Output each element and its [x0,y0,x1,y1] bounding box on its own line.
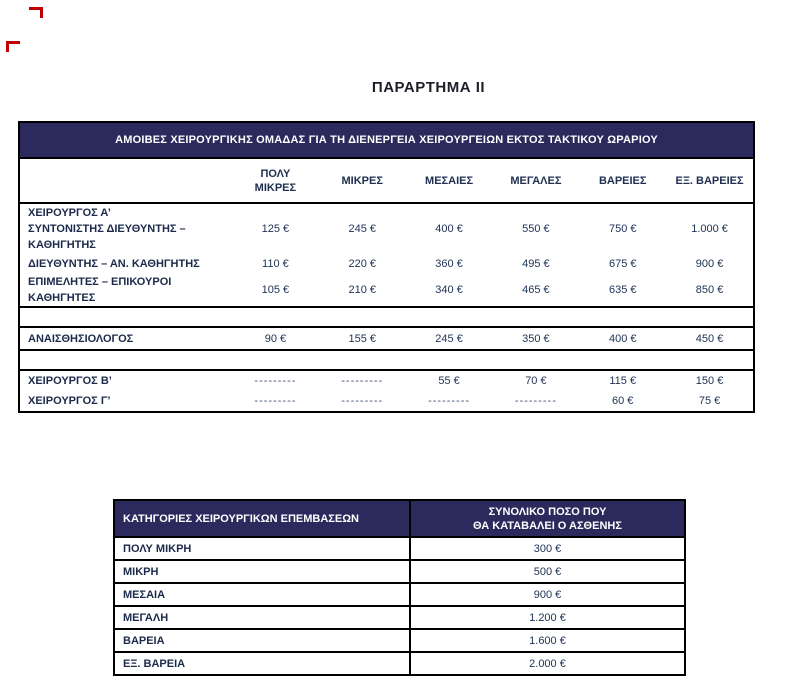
table-row-mikri [115,561,684,584]
table-row-anesthesiologist [20,328,753,349]
fee-cell: 55 € [438,375,460,387]
row-label: ΑΝΑΙΣΘΗΣΙΟΛΟΓΟΣ [28,332,134,345]
fee-cell: --------- [254,395,297,407]
amount-cell: 900 € [409,584,684,605]
fee-cell: 150 € [695,375,724,387]
table-row-bareia [115,630,684,653]
fee-cell: 220 € [348,258,376,270]
fee-cell: 750 € [608,223,637,235]
fee-cell: --------- [341,375,384,387]
fee-cell: 340 € [435,284,463,296]
fee-cell: --------- [254,375,297,387]
fee-cell: 75 € [698,395,721,407]
fee-cell: 675 € [608,258,637,270]
category-label: ΕΞ. ΒΑΡΕΙΑ [123,657,186,670]
spacer-row [20,351,753,371]
fee-cell: 70 € [525,375,547,387]
red-corner-artifact-icon [6,41,20,52]
fee-cell: --------- [341,395,384,407]
column-header-mesaies: ΜΕΣΑΙΕΣ [425,174,474,187]
fee-cell: 350 € [522,332,550,345]
fee-cell: --------- [428,395,471,407]
amount-cell: 300 € [409,538,684,559]
column-header-mikres: ΜΙΚΡΕΣ [341,174,383,187]
surgical-fees-table [18,121,755,413]
fee-cell: 245 € [348,223,376,235]
fee-cell: 550 € [522,223,550,235]
fee-cell: 900 € [695,258,724,270]
category-label: ΜΕΓΑΛΗ [123,611,169,624]
row-label: ΧΕΙΡΟΥΡΓΟΣ Β’ [28,375,112,387]
fee-cell: 495 € [522,258,550,270]
fee-cell: 360 € [435,258,463,270]
anesthesiologist-section [20,328,753,351]
fees-table-column-header-row [20,159,753,204]
fee-cell: 400 € [608,332,637,345]
table-row-mesaia [115,584,684,607]
table-row-curators [20,274,753,306]
amount-cell: 2.000 € [409,653,684,674]
fee-cell: 850 € [695,284,724,296]
table-row-ex-bareia [115,653,684,674]
fee-cell: 635 € [608,284,637,296]
column-header-poly-mikres: ΠΟΛΥ ΜΙΚΡΕΣ [254,167,297,194]
fee-cell: 1.000 € [691,223,728,235]
amount-cell: 1.200 € [409,607,684,628]
table-row-poly-mikri [115,538,684,561]
fee-cell: 90 € [264,332,287,345]
fee-cell: 110 € [262,258,289,270]
fee-cell: 115 € [609,375,637,387]
category-label: ΜΙΚΡΗ [123,565,159,578]
surgeon-b-c-section [20,371,753,411]
column-header-ex-bareies: ΕΞ. ΒΑΡΕΙΕΣ [675,174,744,187]
fee-cell: 155 € [348,332,376,345]
fee-cell: 105 € [261,284,290,296]
column-header-megales: ΜΕΓΑΛΕΣ [510,174,562,187]
amount-cell: 1.600 € [409,630,684,651]
table-row-surgeon-a [20,204,753,254]
red-corner-artifact-icon [29,7,43,18]
header-surgery-categories: ΚΑΤΗΓΟΡΙΕΣ ΧΕΙΡΟΥΡΓΙΚΩΝ ΕΠΕΜΒΑΣΕΩΝ [123,512,359,525]
fee-cell: 245 € [435,332,463,345]
fee-cell: 210 € [348,284,376,296]
table-row-surgeon-c [20,391,753,411]
category-label: ΜΕΣΑΙΑ [123,588,166,601]
header-total-amount: ΣΥΝΟΛΙΚΟ ΠΟΣΟ ΠΟΥ ΘΑ ΚΑΤΑΒΑΛΕΙ Ο ΑΣΘΕΝΗΣ [409,501,684,536]
row-label: ΧΕΙΡΟΥΡΓΟΣ Γ’ [28,395,111,407]
fee-cell: 60 € [612,395,634,407]
surgeon-a-section [20,204,753,308]
page-title: ΠΑΡΑΡΤΗΜΑ ΙΙ [371,79,486,96]
category-label: ΒΑΡΕΙΑ [123,634,165,647]
row-label: ΕΠΙΜΕΛΗΤΕΣ – ΕΠΙΚΟΥΡΟΙ ΚΑΘΗΓΗΤΕΣ [28,276,172,304]
fee-cell: --------- [514,395,557,407]
patient-cost-table [113,499,686,676]
table-row-surgeon-b [20,371,753,391]
fee-cell: 465 € [522,284,550,296]
row-label: ΧΕΙΡΟΥΡΓΟΣ Α’ ΣΥΝΤΟΝΙΣΤΗΣ ΔΙΕΥΘΥΝΤΗΣ – ΚΑΘΗΓΗΤΗΣ [28,207,186,251]
row-label: ΔΙΕΥΘΥΝΤΗΣ – ΑΝ. ΚΑΘΗΓΗΤΗΣ [28,258,200,270]
patient-table-header-row [115,501,684,538]
table-row-director [20,254,753,274]
spacer-row [20,308,753,328]
table-row-megali [115,607,684,630]
fees-table-title-band: ΑΜΟΙΒΕΣ ΧΕΙΡΟΥΡΓΙΚΗΣ ΟΜΑΔΑΣ ΓΙΑ ΤΗ ΔΙΕΝΕΡΓΕΙΑ ΧΕΙΡΟΥΡΓΕΙΩΝ ΕΚΤΟΣ ΤΑΚΤΙΚΟΥ ΩΡΑΡΙΟΥ [20,123,753,159]
fee-cell: 125 € [261,223,290,235]
fee-cell: 400 € [435,223,463,235]
amount-cell: 500 € [409,561,684,582]
category-label: ΠΟΛΥ ΜΙΚΡΗ [123,542,192,555]
column-header-bareies: ΒΑΡΕΙΕΣ [598,174,647,187]
fee-cell: 450 € [695,332,724,345]
